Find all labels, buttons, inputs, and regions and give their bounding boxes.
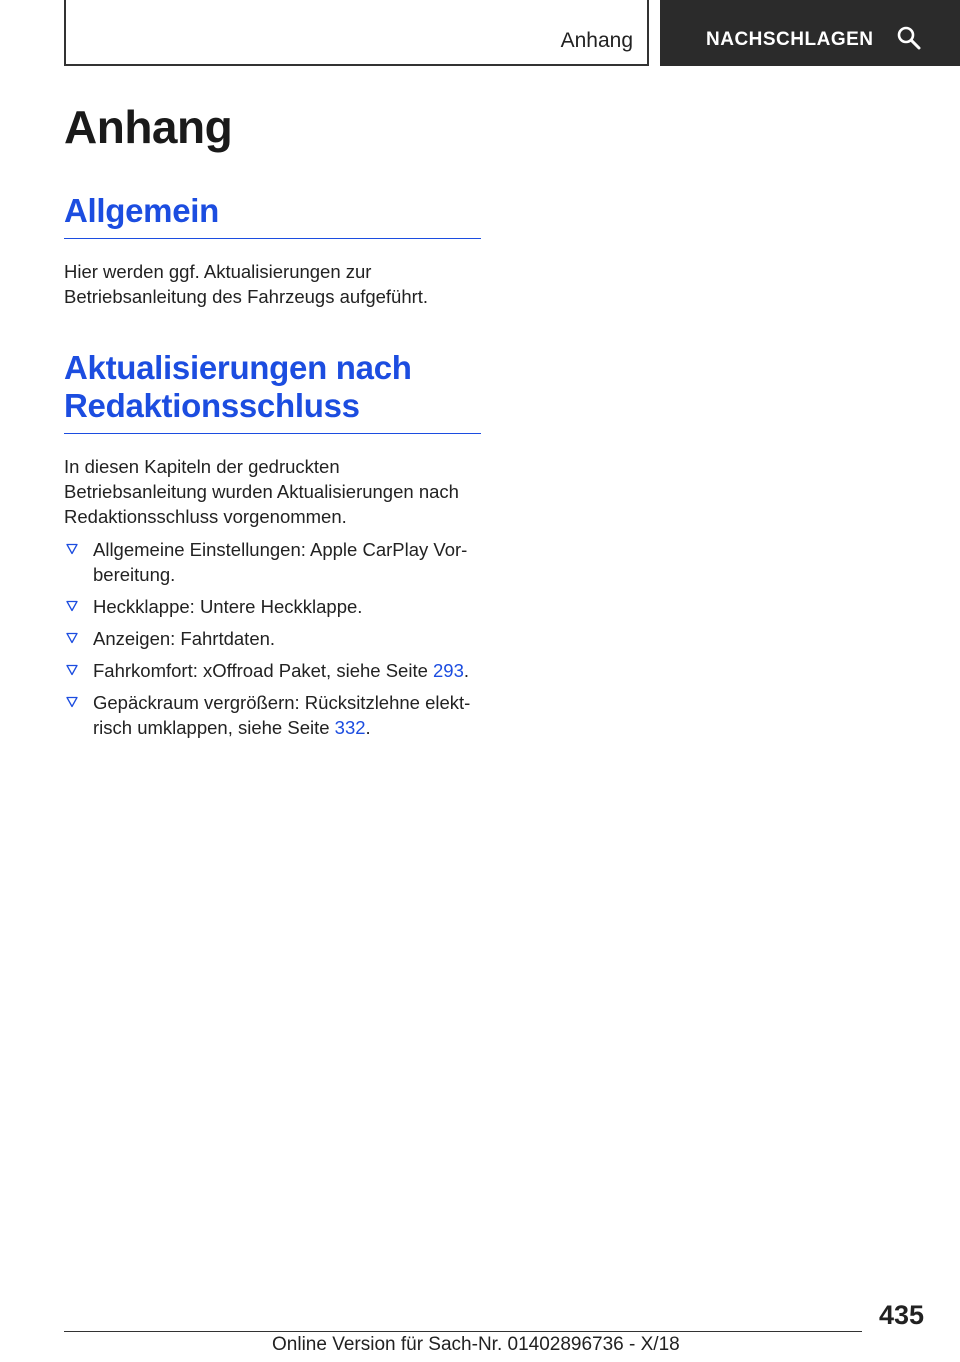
heading-updates-line-1: Aktualisierungen nach: [64, 349, 412, 386]
main-content: [64, 100, 481, 747]
page-title: Anhang: [64, 101, 233, 153]
list-item: [64, 626, 481, 651]
list-item: [64, 594, 481, 619]
search-icon: [896, 25, 922, 51]
list-item-line-2: risch umklappen, siehe Seite: [93, 717, 335, 738]
footer-online-version: Online Version für Sach-Nr. 01402896736 - X/18: [272, 1334, 680, 1355]
general-text-line-1: Hier werden ggf. Aktualisierungen zur: [64, 261, 372, 282]
header-section-box: [64, 0, 649, 66]
triangle-bullet-icon: [66, 664, 78, 676]
list-item-end: .: [463, 660, 470, 681]
list-item-line-1: Gepäckraum vergrößern: Rücksitzlehne elekt-: [93, 692, 471, 713]
list-item: [64, 658, 481, 683]
list-item-line-2: bereitung.: [93, 564, 176, 585]
general-paragraph: [64, 259, 481, 309]
header-section-label: Anhang: [560, 29, 633, 52]
nav-reference-label: NACHSCHLAGEN: [706, 29, 874, 50]
list-item: [64, 690, 481, 740]
triangle-bullet-icon: [66, 632, 78, 644]
intro-line-3: Redaktionsschluss vorgenommen.: [64, 506, 347, 527]
heading-updates: [64, 349, 481, 434]
list-item-text: Anzeigen: Fahrtdaten.: [93, 628, 276, 649]
list-item-text: Fahrkomfort: xOffroad Paket, siehe Seite: [93, 660, 434, 681]
triangle-bullet-icon: [66, 696, 78, 708]
intro-line-2: Betriebsanleitung wurden Aktualisierungen nach: [64, 481, 459, 502]
page-number: 435: [878, 1300, 924, 1330]
heading-updates-line-2: Redaktionsschluss: [64, 387, 360, 424]
heading-general: Allgemein: [64, 192, 481, 239]
updates-intro-paragraph: [64, 454, 481, 529]
list-item: [64, 537, 481, 587]
page-reference-link[interactable]: 332: [334, 717, 366, 738]
updates-list: [64, 537, 481, 740]
nav-reference-button[interactable]: [660, 0, 960, 66]
triangle-bullet-icon: [66, 600, 78, 612]
list-item-text: Heckklappe: Untere Heckklappe.: [93, 596, 363, 617]
list-item-end: .: [365, 717, 371, 738]
triangle-bullet-icon: [66, 543, 78, 555]
page-reference-link[interactable]: 293: [433, 660, 464, 681]
footer-divider: [64, 1331, 862, 1332]
general-text-line-2: Betriebsanleitung des Fahrzeugs aufgeführt.: [64, 286, 429, 307]
intro-line-1: In diesen Kapiteln der gedruckten: [64, 456, 340, 477]
list-item-line-1: Allgemeine Einstellungen: Apple CarPlay Vor-: [93, 539, 468, 560]
